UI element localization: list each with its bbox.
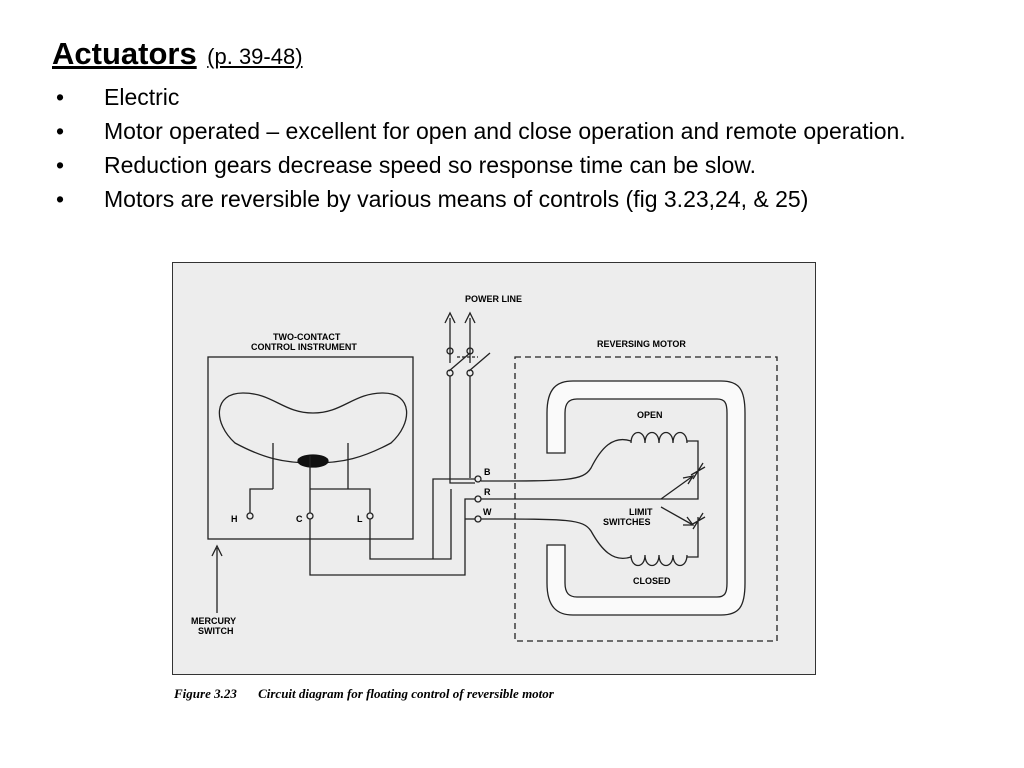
bullet-dot: • xyxy=(56,186,65,212)
wire-l xyxy=(370,489,451,559)
mercury-label-line2: SWITCH xyxy=(198,626,234,636)
contact-l-terminal xyxy=(367,513,373,519)
bullet-item xyxy=(52,182,992,216)
mercury-label-line1: MERCURY xyxy=(191,616,237,626)
contact-h-terminal xyxy=(247,513,253,519)
bullet-dot: • xyxy=(56,152,65,178)
circuit-diagram xyxy=(173,263,817,676)
caption-number: Figure 3.23 xyxy=(174,686,237,701)
terminal-w-label: W xyxy=(483,507,492,517)
contact-c-label: C xyxy=(296,514,303,524)
bullet-dot: • xyxy=(56,118,65,144)
bullet-text: Electric xyxy=(104,84,180,110)
limit-label-line1: LIMIT xyxy=(629,507,653,517)
terminal-b-label: B xyxy=(484,467,491,477)
slide-title xyxy=(52,36,303,72)
power-wire-left-down xyxy=(450,376,475,483)
terminal-b xyxy=(475,476,481,482)
terminal-w xyxy=(475,516,481,522)
closed-coil xyxy=(631,555,687,566)
contact-c-terminal xyxy=(307,513,313,519)
title-pages: (p. 39-48) xyxy=(207,44,303,69)
mercury-bulb xyxy=(219,393,406,463)
caption-text: Circuit diagram for floating control of reversible motor xyxy=(258,686,554,701)
contact-h-label: H xyxy=(231,514,238,524)
bullet-text: Motors are reversible by various means of controls (fig 3.23,24, & 25) xyxy=(104,186,809,212)
bullet-list xyxy=(52,80,992,216)
instrument-label-line1: TWO-CONTACT xyxy=(273,332,341,342)
bullet-item xyxy=(52,148,992,182)
instrument-label-line2: CONTROL INSTRUMENT xyxy=(251,342,357,352)
limit-label-line2: SWITCHES xyxy=(603,517,651,527)
bullet-text: Motor operated – excellent for open and close operation and remote operation. xyxy=(104,118,906,144)
power-line-label: POWER LINE xyxy=(465,294,523,304)
bullet-item xyxy=(52,80,992,114)
limit-pointer-upper xyxy=(661,476,693,499)
reversing-motor-label: REVERSING MOTOR xyxy=(597,339,686,349)
limit-arrow-lower xyxy=(683,517,693,525)
figure-caption xyxy=(174,686,554,702)
power-switch-blade xyxy=(449,353,470,371)
open-coil-lead-right xyxy=(687,441,698,475)
bullet-item xyxy=(52,114,992,148)
probe-left-to-h xyxy=(250,489,273,513)
probe-right-to-l xyxy=(348,489,370,513)
open-coil xyxy=(631,433,687,444)
closed-coil-lead-right xyxy=(687,525,698,557)
open-label: OPEN xyxy=(637,410,663,420)
terminal-r xyxy=(475,496,481,502)
bullet-dot: • xyxy=(56,84,65,110)
limit-pointer-lower xyxy=(661,507,693,525)
wire-c xyxy=(310,499,475,575)
mercury-blob xyxy=(298,455,328,467)
power-switch-blade xyxy=(469,353,490,371)
closed-label: CLOSED xyxy=(633,576,671,586)
contact-l-label: L xyxy=(357,514,363,524)
terminal-r-label: R xyxy=(484,487,491,497)
bullet-text: Reduction gears decrease speed so response time can be slow. xyxy=(104,152,757,178)
circuit-diagram-figure xyxy=(172,262,816,675)
title-main: Actuators xyxy=(52,36,197,71)
